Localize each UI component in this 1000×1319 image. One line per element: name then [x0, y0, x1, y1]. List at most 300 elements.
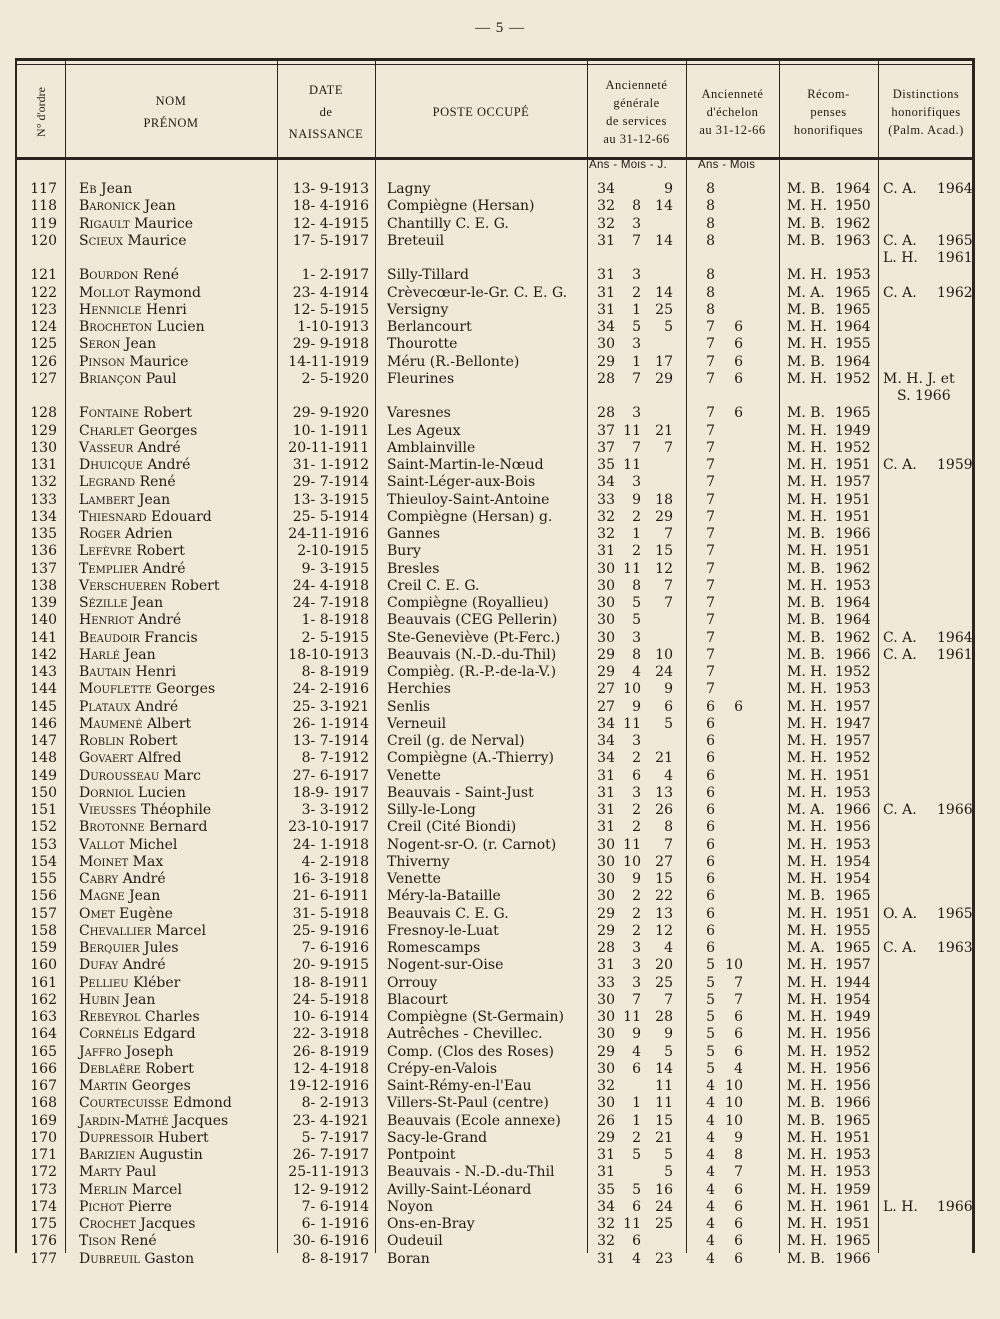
order-number-cell: 168: [30, 1095, 57, 1112]
poste-cell: Thiverny: [387, 853, 450, 870]
years-cell: 32: [597, 1233, 615, 1250]
surname: Martin: [79, 1078, 128, 1094]
header-line: au 31-12-66: [699, 123, 766, 137]
months-cell: 11: [623, 457, 641, 473]
years-cell: 29: [597, 1129, 615, 1146]
first-name: Jean: [144, 198, 176, 215]
echelon-years-cell: 6: [706, 871, 715, 887]
distinction-cell: C. A.: [883, 802, 917, 818]
reward-year-cell: 1949: [835, 1009, 871, 1025]
order-number-cell: 172: [30, 1164, 57, 1181]
echelon-years-cell: 4: [706, 1164, 715, 1181]
table-row: [17, 1095, 977, 1112]
months-cell: 4: [632, 1043, 641, 1060]
echelon-years-cell: 7: [706, 664, 715, 680]
name-cell: [79, 526, 173, 543]
years-cell: 29: [597, 922, 615, 939]
reward-cell: M. H.: [787, 422, 827, 439]
months-cell: 11: [623, 1009, 641, 1025]
years-cell: 29: [597, 1043, 615, 1060]
months-cell: 5: [632, 612, 641, 629]
poste-cell: Compiègne (Hersan) g.: [387, 508, 553, 525]
poste-cell: Lagny: [387, 181, 431, 197]
name-cell: [79, 543, 185, 560]
days-cell: 8: [664, 819, 673, 836]
days-cell: 11: [655, 1078, 673, 1094]
order-number-cell: 160: [30, 957, 57, 974]
first-name: André: [147, 457, 191, 473]
years-cell: 37: [597, 422, 615, 439]
birthdate-cell: 29- 9-1918: [292, 336, 369, 353]
days-cell: 16: [655, 1181, 673, 1198]
birthdate-cell: 18- 8-1911: [292, 974, 369, 991]
echelon-years-cell: 7: [706, 336, 715, 353]
distinction-cell: C. A.: [883, 181, 917, 197]
days-cell: 4: [664, 767, 673, 784]
first-name: André: [142, 560, 186, 577]
months-cell: 11: [623, 560, 641, 577]
table-row: [17, 785, 977, 802]
name-cell: [79, 1251, 194, 1268]
years-cell: 30: [597, 560, 615, 577]
reward-cell: M. H.: [787, 577, 827, 594]
poste-cell: Herchies: [387, 681, 451, 698]
years-cell: 34: [597, 733, 615, 749]
birthdate-cell: 24- 7-1918: [292, 595, 369, 611]
echelon-years-cell: 7: [706, 577, 715, 594]
name-cell: [79, 802, 211, 819]
birthdate-cell: 24- 4-1918: [292, 577, 369, 594]
header-line: de services: [606, 114, 667, 128]
reward-year-cell: 1954: [835, 991, 871, 1008]
name-cell: [79, 423, 197, 440]
name-cell: [79, 354, 188, 371]
distinction-year-cell: 1964: [937, 181, 973, 197]
reward-year-cell: 1947: [835, 715, 871, 732]
reward-year-cell: 1951: [835, 457, 871, 473]
reward-cell: M. H.: [787, 1129, 827, 1146]
order-number-cell: 138: [30, 577, 57, 594]
first-name: Alfred: [137, 750, 182, 767]
birthdate-cell: 4- 2-1918: [301, 853, 369, 870]
years-cell: 31: [597, 232, 615, 249]
order-number-cell: 119: [30, 215, 57, 232]
birthdate-cell: 1-10-1913: [297, 319, 369, 335]
table-row: [17, 181, 977, 198]
first-name: Marc: [163, 767, 201, 784]
name-cell: [79, 1147, 203, 1164]
years-cell: 34: [597, 319, 615, 335]
reward-cell: M. B.: [787, 301, 825, 318]
surname: Chevallier: [79, 922, 152, 939]
poste-cell: Verneuil: [387, 715, 447, 732]
first-name: Jacques: [172, 1112, 229, 1129]
surname: Roblin: [79, 733, 125, 749]
echelon-years-cell: 5: [706, 1060, 715, 1077]
birthdate-cell: 8- 2-1913: [301, 1095, 369, 1112]
distinction-year-cell: 1966: [937, 1198, 973, 1215]
poste-cell: Orrouy: [387, 974, 438, 991]
months-cell: 3: [632, 405, 641, 422]
surname: Dupressoir: [79, 1129, 154, 1146]
first-name: Max: [132, 853, 164, 870]
poste-cell: Beauvais (N.-D.-du-Thil): [387, 646, 557, 663]
name-cell: [79, 1009, 200, 1026]
surname: Rebeyrol: [79, 1009, 141, 1025]
echelon-years-cell: 6: [706, 888, 715, 905]
years-cell: 32: [597, 526, 615, 542]
distinction-year-cell: 1959: [937, 457, 973, 473]
poste-cell: Nogent-sur-Oise: [387, 957, 504, 974]
years-cell: 31: [597, 267, 615, 284]
reward-year-cell: 1966: [835, 802, 871, 818]
reward-year-cell: 1951: [835, 1216, 871, 1232]
months-cell: 6: [632, 1060, 641, 1077]
reward-year-cell: 1951: [835, 905, 871, 922]
days-cell: 15: [655, 871, 673, 887]
header-anciennete-generale: [587, 69, 686, 155]
poste-cell: Bury: [387, 543, 421, 560]
reward-cell: M. H.: [787, 457, 827, 473]
echelon-years-cell: 6: [706, 905, 715, 922]
table-row: [17, 561, 977, 578]
name-cell: [79, 285, 201, 302]
order-number-cell: 156: [30, 888, 57, 905]
poste-cell: Saint-Martin-le-Nœud: [387, 457, 544, 473]
header-date-line: DATE: [309, 83, 343, 97]
distinction-cell: C. A.: [883, 284, 917, 301]
days-cell: 14: [655, 232, 673, 249]
echelon-months-cell: 6: [734, 1233, 743, 1250]
order-number-cell: 149: [30, 767, 57, 784]
reward-cell: M. A.: [787, 802, 825, 818]
reward-cell: M. B.: [787, 1250, 825, 1267]
order-number-cell: 175: [30, 1216, 57, 1232]
birthdate-cell: 16- 3-1918: [292, 871, 369, 887]
header-line: générale: [613, 96, 660, 110]
table-row: [17, 526, 977, 543]
first-name: Bernard: [149, 819, 208, 836]
months-cell: 3: [632, 974, 641, 991]
days-cell: 9: [664, 681, 673, 698]
first-name: René: [120, 1233, 157, 1250]
reward-year-cell: 1952: [835, 1043, 871, 1060]
order-number-cell: 164: [30, 1026, 57, 1043]
reward-year-cell: 1957: [835, 957, 871, 974]
name-cell: [79, 1078, 191, 1095]
poste-cell: Crépy-en-Valois: [387, 1060, 498, 1077]
surname: Omet: [79, 905, 115, 922]
table-row: [17, 302, 977, 319]
page-number: — 5 —: [475, 20, 525, 36]
years-cell: 30: [597, 1060, 615, 1077]
distinction-year-cell: 1965: [937, 905, 973, 922]
reward-cell: M. B.: [787, 595, 825, 611]
echelon-years-cell: 6: [706, 733, 715, 749]
table-row: [17, 940, 977, 957]
echelon-years-cell: 4: [706, 1078, 715, 1094]
poste-cell: Gannes: [387, 526, 441, 542]
years-cell: 31: [597, 543, 615, 560]
poste-cell: Villers-St-Paul (centre): [387, 1095, 549, 1112]
order-number-cell: 142: [30, 646, 57, 663]
birthdate-cell: 31- 5-1918: [292, 905, 369, 922]
reward-cell: M. H.: [787, 733, 827, 749]
years-cell: 31: [597, 301, 615, 318]
first-name: André: [137, 439, 181, 456]
years-cell: 31: [597, 1147, 615, 1163]
order-number-cell: 158: [30, 922, 57, 939]
table-row: [17, 1251, 977, 1268]
table-row: [17, 716, 977, 733]
years-cell: 27: [597, 698, 615, 715]
months-cell: 2: [632, 922, 641, 939]
echelon-years-cell: 7: [706, 629, 715, 646]
name-cell: [79, 975, 180, 992]
surname: Jaffro: [79, 1043, 122, 1060]
echelon-years-cell: 4: [706, 1147, 715, 1163]
reward-year-cell: 1952: [835, 370, 871, 387]
header-order-label: N° d'ordre: [34, 87, 48, 137]
birthdate-cell: 17- 5-1917: [292, 232, 369, 249]
table-row: [17, 871, 977, 888]
table-row: [17, 1044, 977, 1061]
table-row: [17, 370, 977, 404]
birthdate-cell: 8- 8-1919: [301, 664, 369, 680]
table-row: [17, 1061, 977, 1078]
surname: Pinson: [79, 353, 125, 370]
years-cell: 33: [597, 491, 615, 508]
order-number-cell: 125: [30, 336, 57, 353]
echelon-years-cell: 7: [706, 543, 715, 560]
surname: Harlé: [79, 646, 120, 663]
first-name: Théophile: [140, 802, 212, 818]
first-name: Henri: [146, 301, 187, 318]
table-row: [17, 681, 977, 698]
name-cell: [79, 819, 207, 836]
order-number-cell: 162: [30, 991, 57, 1008]
reward-year-cell: 1956: [835, 1078, 871, 1094]
surname: Durousseau: [79, 767, 160, 784]
order-number-cell: 135: [30, 526, 57, 542]
reward-year-cell: 1953: [835, 577, 871, 594]
header-line: honorifiques: [891, 105, 961, 119]
table-row: [17, 267, 977, 284]
table-row: [17, 647, 977, 664]
months-cell: 6: [632, 767, 641, 784]
days-cell: 27: [655, 853, 673, 870]
poste-cell: Sacy-le-Grand: [387, 1129, 488, 1146]
order-number-cell: 141: [30, 629, 57, 646]
surname: Lambert: [79, 491, 135, 508]
header-poste-label: POSTE OCCUPÉ: [432, 105, 530, 119]
name-cell: [79, 319, 205, 336]
poste-cell: Compiègne (Hersan): [387, 198, 535, 215]
days-cell: 6: [664, 698, 673, 715]
poste-cell: Compiègne (St-Germain): [387, 1009, 565, 1025]
poste-cell: Pontpoint: [387, 1147, 456, 1163]
surname: Dhuicque: [79, 457, 143, 473]
order-number-cell: 163: [30, 1009, 57, 1025]
first-name: Kléber: [133, 974, 181, 991]
name-cell: [79, 1095, 232, 1112]
birthdate-cell: 9- 3-1915: [301, 560, 369, 577]
reward-year-cell: 1966: [835, 1250, 871, 1267]
surname: Pichot: [79, 1198, 124, 1215]
distinction-cell: C. A.: [883, 646, 917, 663]
surname: Thiesnard: [79, 508, 147, 525]
order-number-cell: 143: [30, 664, 57, 680]
reward-year-cell: 1961: [835, 1198, 871, 1215]
echelon-months-cell: 7: [734, 1164, 743, 1181]
order-number-cell: 122: [30, 284, 57, 301]
name-cell: [79, 405, 192, 422]
echelon-years-cell: 4: [706, 1129, 715, 1146]
order-number-cell: 176: [30, 1233, 57, 1250]
reward-cell: M. H.: [787, 1009, 827, 1025]
table-row: [17, 423, 977, 440]
birthdate-cell: 20-11-1911: [288, 439, 369, 456]
header-order: [17, 69, 65, 155]
years-cell: 32: [597, 215, 615, 232]
surname: Pellieu: [79, 974, 129, 991]
poste-cell: Compiègne (A.-Thierry): [387, 750, 554, 767]
reward-cell: M. H.: [787, 319, 827, 335]
order-number-cell: 118: [30, 198, 57, 215]
days-cell: 7: [664, 595, 673, 611]
distinction-year-cell-line2: 1961: [937, 249, 973, 266]
reward-cell: M. H.: [787, 767, 827, 784]
name-cell: [79, 1130, 209, 1147]
years-cell: 32: [597, 1078, 615, 1094]
reward-cell: M. B.: [787, 1112, 825, 1129]
first-name: Augustin: [139, 1147, 203, 1163]
first-name: Jean: [101, 181, 133, 197]
months-cell: 6: [632, 1198, 641, 1215]
surname: Tison: [79, 1233, 117, 1250]
years-cell: 30: [597, 1026, 615, 1043]
surname: Courtecuisse: [79, 1095, 169, 1112]
days-cell: 13: [655, 784, 673, 801]
first-name: Maurice: [129, 353, 189, 370]
reward-year-cell: 1951: [835, 543, 871, 560]
months-cell: 9: [632, 1026, 641, 1043]
poste-cell: Beauvais - N.-D.-du-Thil: [387, 1164, 555, 1181]
months-cell: 3: [632, 474, 641, 491]
echelon-months-cell: 10: [725, 1112, 743, 1129]
years-cell: 28: [597, 370, 615, 387]
birthdate-cell: 25- 9-1916: [292, 922, 369, 939]
months-cell: 3: [632, 957, 641, 974]
years-cell: 30: [597, 629, 615, 646]
birthdate-cell: 8- 8-1917: [301, 1250, 369, 1267]
birthdate-cell: 14-11-1919: [288, 353, 369, 370]
days-cell: 14: [655, 198, 673, 215]
reward-year-cell: 1952: [835, 439, 871, 456]
reward-cell: M. H.: [787, 543, 827, 560]
table-row: [17, 595, 977, 612]
echelon-years-cell: 7: [706, 405, 715, 422]
surname: Plataux: [79, 698, 131, 715]
surname: Deblaëre: [79, 1060, 141, 1077]
months-cell: 2: [632, 905, 641, 922]
years-cell: 30: [597, 612, 615, 629]
name-cell: [79, 1233, 157, 1250]
poste-cell: Silly-le-Long: [387, 802, 476, 818]
reward-cell: M. H.: [787, 1216, 827, 1232]
poste-cell: Creil (g. de Nerval): [387, 733, 525, 749]
reward-year-cell: 1950: [835, 198, 871, 215]
reward-year-cell: 1955: [835, 336, 871, 353]
poste-cell: Fleurines: [387, 370, 455, 387]
table-row: [17, 492, 977, 509]
order-number-cell: 134: [30, 508, 57, 525]
table-row: [17, 975, 977, 992]
echelon-years-cell: 6: [706, 819, 715, 836]
table-row: [17, 198, 977, 215]
surname: Mouflette: [79, 681, 152, 698]
days-cell: 21: [655, 750, 673, 767]
echelon-years-cell: 4: [706, 1198, 715, 1215]
echelon-years-cell: 7: [706, 439, 715, 456]
reward-year-cell: 1964: [835, 612, 871, 629]
table-row: [17, 1182, 977, 1199]
name-cell: [79, 612, 181, 629]
surname: Beaudoir: [79, 629, 140, 646]
echelon-months-cell: 6: [734, 1250, 743, 1267]
days-cell: 21: [655, 422, 673, 439]
days-cell: 5: [664, 1043, 673, 1060]
days-cell: 14: [655, 284, 673, 301]
surname: Cornélis: [79, 1026, 139, 1043]
reward-year-cell: 1964: [835, 181, 871, 197]
surname: Dubreuil: [79, 1250, 140, 1267]
reward-cell: M. H.: [787, 871, 827, 887]
echelon-years-cell: 6: [706, 853, 715, 870]
name-cell: [79, 699, 178, 716]
echelon-years-cell: 4: [706, 1250, 715, 1267]
first-name: Charles: [144, 1009, 200, 1025]
name-cell: [79, 302, 187, 319]
echelon-months-cell: 6: [734, 319, 743, 335]
surname: Baronick: [79, 198, 141, 215]
months-cell: 3: [632, 629, 641, 646]
poste-cell: Blacourt: [387, 991, 448, 1008]
reward-cell: M. H.: [787, 1181, 827, 1198]
echelon-years-cell: 6: [706, 940, 715, 956]
name-cell: [79, 1044, 173, 1061]
reward-cell: M. H.: [787, 819, 827, 836]
years-cell: 35: [597, 1181, 615, 1198]
reward-cell: M. H.: [787, 957, 827, 974]
echelon-months-cell: 6: [734, 336, 743, 353]
months-cell: 7: [632, 439, 641, 456]
surname: Vieusses: [79, 802, 137, 818]
poste-cell: Beauvais (Ecole annexe): [387, 1112, 561, 1129]
birthdate-cell: 13- 7-1914: [292, 733, 369, 749]
birthdate-cell: 12- 9-1912: [292, 1181, 369, 1198]
years-cell: 30: [597, 336, 615, 353]
years-cell: 30: [597, 836, 615, 853]
order-number-cell: 155: [30, 871, 57, 887]
reward-cell: M. B.: [787, 405, 825, 422]
surname: Seron: [79, 336, 121, 353]
name-cell: [79, 681, 215, 698]
days-cell: 9: [664, 1026, 673, 1043]
birthdate-cell: 18- 4-1916: [292, 198, 369, 215]
reward-cell: M. B.: [787, 232, 825, 249]
months-cell: 10: [623, 853, 641, 870]
